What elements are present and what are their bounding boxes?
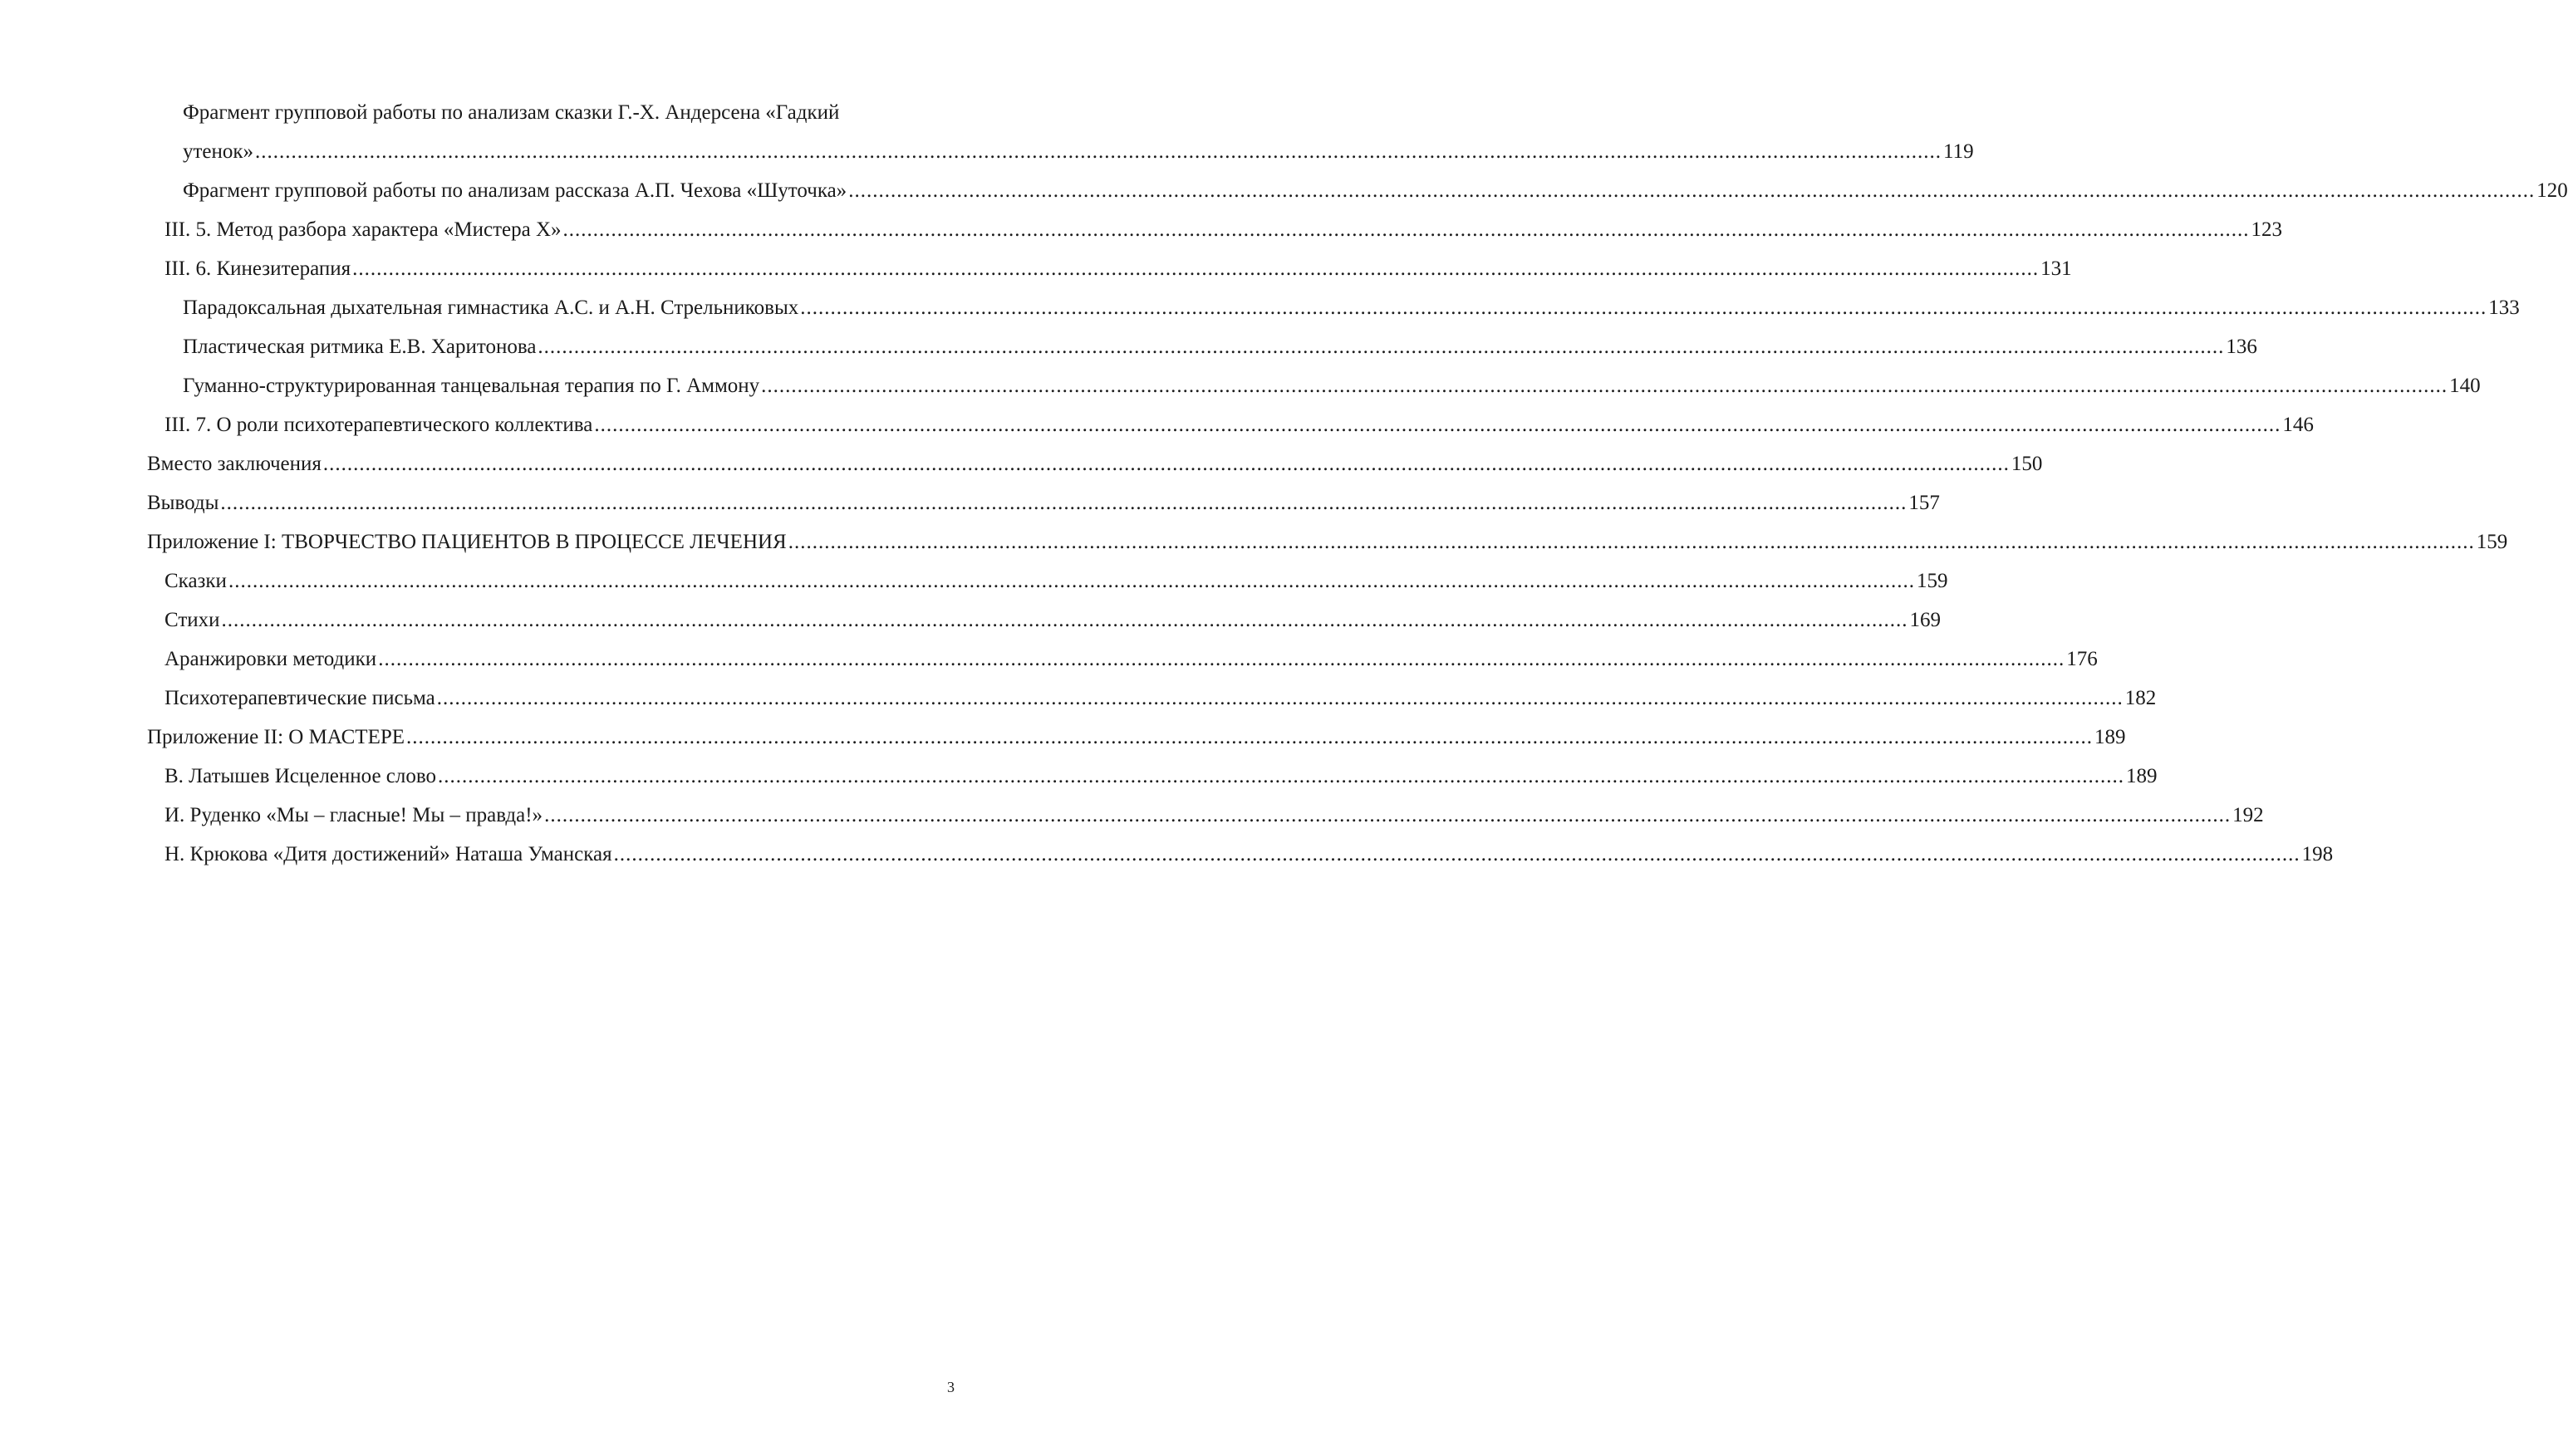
toc-entry[interactable] bbox=[0, 640, 2098, 679]
toc-entry-title: Аранжировки методики bbox=[164, 648, 377, 670]
toc-entry-title: III. 7. О роли психотерапевтического коллектива bbox=[164, 414, 593, 436]
toc-entry-page: 189 bbox=[2126, 765, 2158, 787]
toc-entry-page: 157 bbox=[1908, 492, 1940, 514]
toc-entry-title: Стихи bbox=[164, 609, 220, 631]
leader-dots bbox=[563, 210, 2250, 249]
toc-entry[interactable] bbox=[0, 405, 2314, 444]
toc-entry-page: 123 bbox=[2251, 218, 2283, 241]
toc-entry-title: И. Руденко «Мы – гласные! Мы – правда!» bbox=[164, 804, 543, 826]
leader-dots bbox=[594, 405, 2281, 444]
toc-entry-page: 150 bbox=[2011, 453, 2043, 475]
page-number: 3 bbox=[947, 1379, 955, 1395]
toc-entry-page: 146 bbox=[2282, 414, 2314, 436]
toc-entry[interactable] bbox=[0, 757, 2158, 796]
toc-entry-title: утенок» bbox=[183, 140, 254, 163]
toc-entry[interactable] bbox=[0, 796, 2264, 835]
leader-dots bbox=[378, 640, 2065, 679]
toc-entry-page: 133 bbox=[2488, 297, 2520, 319]
toc-entry-title: Сказки bbox=[164, 570, 227, 592]
toc-entry[interactable] bbox=[0, 601, 1942, 640]
toc-entry[interactable] bbox=[0, 835, 2334, 874]
leader-dots bbox=[438, 757, 2124, 796]
toc-entry[interactable] bbox=[0, 718, 2126, 757]
leader-dots bbox=[222, 601, 1908, 640]
toc-entry-title: Парадоксальная дыхательная гимнастика А.С. и А.Н. Стрельниковых bbox=[183, 297, 799, 319]
toc-entry-title-line1: Фрагмент групповой работы по анализам сказки Г.-Х. Андерсена «Гадкий bbox=[183, 101, 840, 124]
toc-entry-title: В. Латышев Исцеленное слово bbox=[164, 765, 437, 787]
toc-entry-page: 120 bbox=[2536, 179, 2568, 202]
toc-entry[interactable] bbox=[0, 483, 1940, 522]
leader-dots bbox=[788, 522, 2475, 561]
toc-entry[interactable] bbox=[0, 561, 1948, 601]
toc-entry-page: 140 bbox=[2449, 375, 2481, 397]
leader-dots bbox=[352, 249, 2039, 288]
toc-entry[interactable] bbox=[0, 366, 2481, 405]
toc-entry-title: Гуманно-структурированная танцевальная терапия по Г. Аммону bbox=[183, 375, 760, 397]
toc-entry-title: Вместо заключения bbox=[147, 453, 322, 475]
toc-entry-title: Психотерапевтические письма bbox=[164, 687, 435, 709]
toc-entry[interactable] bbox=[0, 171, 2568, 210]
toc-entry-page: 189 bbox=[2094, 726, 2126, 748]
leader-dots bbox=[228, 561, 1915, 601]
leader-dots bbox=[800, 288, 2487, 327]
leader-dots bbox=[323, 444, 2010, 483]
toc-entry[interactable] bbox=[0, 93, 1974, 171]
toc-entry-page: 192 bbox=[2232, 804, 2264, 826]
toc-entry-page: 131 bbox=[2040, 257, 2072, 280]
toc-entry[interactable] bbox=[0, 288, 2520, 327]
leader-dots bbox=[848, 171, 2535, 210]
toc-entry-page: 159 bbox=[1916, 570, 1948, 592]
toc-entry-title: III. 5. Метод разбора характера «Мистера Х» bbox=[164, 218, 562, 241]
toc-entry-page: 169 bbox=[1909, 609, 1942, 631]
toc-entry[interactable] bbox=[0, 327, 2257, 366]
toc-entry[interactable] bbox=[0, 522, 2508, 561]
toc-entry-page: 159 bbox=[2476, 531, 2508, 553]
leader-dots bbox=[437, 679, 2124, 718]
leader-dots bbox=[538, 327, 2224, 366]
toc-entry-page: 198 bbox=[2301, 843, 2334, 865]
toc-entry[interactable] bbox=[0, 210, 2283, 249]
leader-dots bbox=[255, 132, 1942, 171]
toc-entry-page: 136 bbox=[2226, 336, 2257, 358]
leader-dots bbox=[761, 366, 2448, 405]
toc-entry[interactable] bbox=[0, 444, 2043, 483]
leader-dots bbox=[614, 835, 2300, 874]
table-of-contents bbox=[0, 93, 2568, 874]
toc-entry[interactable] bbox=[0, 679, 2157, 718]
leader-dots bbox=[544, 796, 2231, 835]
toc-entry-title: Приложение I: ТВОРЧЕСТВО ПАЦИЕНТОВ В ПРОЦЕССЕ ЛЕЧЕНИЯ bbox=[147, 531, 787, 553]
toc-entry-title: Выводы bbox=[147, 492, 219, 514]
leader-dots bbox=[406, 718, 2093, 757]
leader-dots bbox=[220, 483, 1907, 522]
toc-entry-page: 182 bbox=[2124, 687, 2157, 709]
toc-entry-title: Пластическая ритмика Е.В. Харитонова bbox=[183, 336, 537, 358]
toc-entry-title: Приложение II: О МАСТЕРЕ bbox=[147, 726, 405, 748]
toc-entry-title: Н. Крюкова «Дитя достижений» Наташа Уманская bbox=[164, 843, 612, 865]
toc-entry-page: 119 bbox=[1943, 140, 1974, 163]
toc-entry-title: Фрагмент групповой работы по анализам рассказа А.П. Чехова «Шуточка» bbox=[183, 179, 847, 202]
toc-entry-title: III. 6. Кинезитерапия bbox=[164, 257, 351, 280]
toc-entry-page: 176 bbox=[2066, 648, 2098, 670]
toc-entry[interactable] bbox=[0, 249, 2072, 288]
